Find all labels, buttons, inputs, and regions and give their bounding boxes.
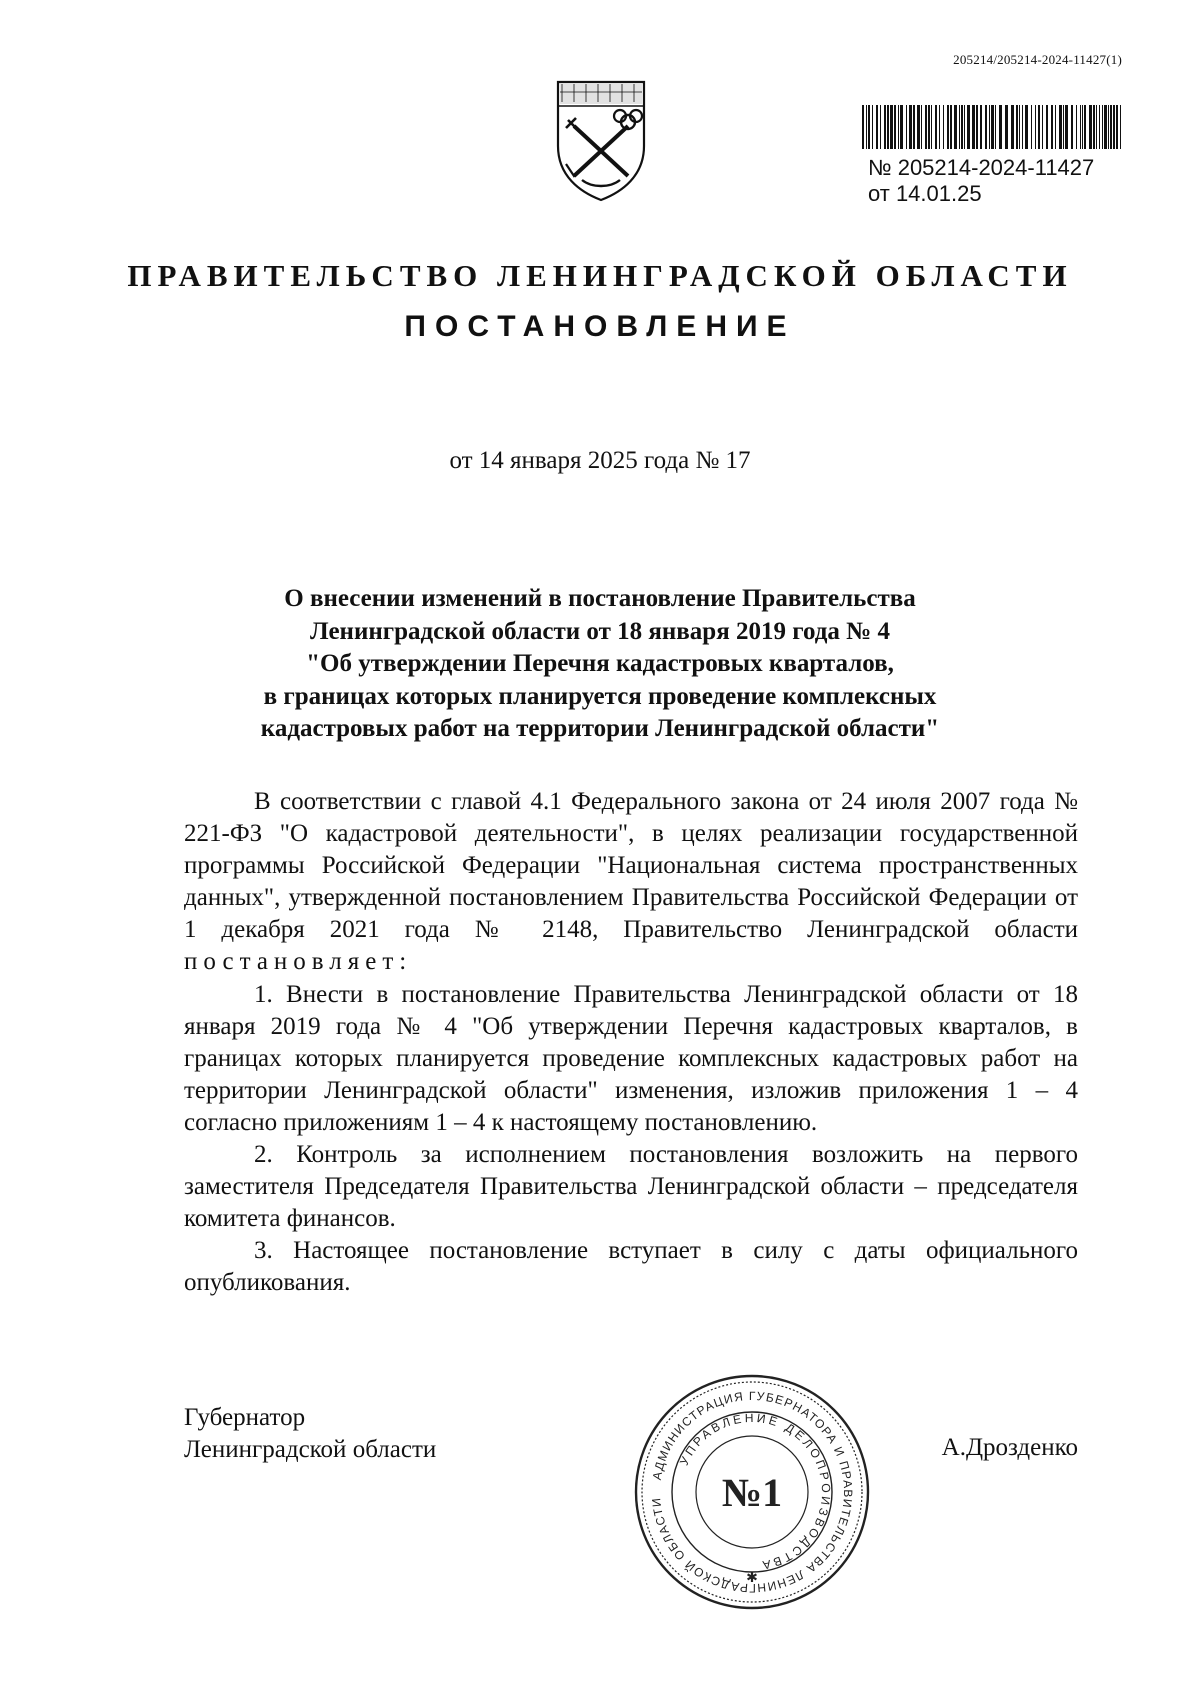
position-line: Ленинградской области — [184, 1436, 437, 1463]
barcode-bar — [909, 105, 912, 149]
barcode-bar — [900, 105, 903, 149]
svg-text:✱: ✱ — [746, 1569, 758, 1585]
barcode-bar — [1035, 105, 1036, 149]
barcode-bar — [913, 105, 915, 149]
clause-paragraph: 1. Внести в постановление Правительства Ленинградской области от 18 января 2019 года № 4 "Об утверждении Перечня кадастровых кварталов, в границах которых планируется проведение комплексных кадастровых работ на территории Ленинградской области" изменения, изложив приложения 1 – 4 согласно приложениям 1 – 4 к настоящему постановлению. — [184, 980, 1078, 1136]
preamble-paragraph — [184, 786, 1078, 979]
subject-line: "Об утверждении Перечня кадастровых кварталов, — [306, 650, 894, 677]
barcode-bar — [1051, 105, 1053, 149]
barcode-bar — [866, 105, 867, 149]
barcode-bar — [972, 105, 975, 149]
barcode-bar — [872, 105, 873, 149]
position-line: Губернатор — [184, 1404, 306, 1431]
document-body — [184, 786, 1078, 1300]
document-type: ПОСТАНОВЛЕНИЕ — [404, 310, 796, 343]
barcode-bar — [921, 105, 922, 149]
barcode-bar — [1099, 105, 1100, 149]
barcode-bar — [1065, 105, 1068, 149]
subject-line: Ленинградской области от 18 января 2019 года № 4 — [309, 617, 891, 645]
decree-word: постановляет: — [184, 948, 413, 976]
document-reference: 205214/205214-2024-11427(1) — [953, 52, 1122, 67]
subject-line: кадастровых работ на территории Ленинградской области" — [260, 715, 940, 742]
barcode-bar — [887, 105, 889, 149]
official-seal-icon — [632, 1372, 872, 1612]
barcode-bar — [1082, 105, 1083, 149]
subject-line: в границах которых планируется проведение комплексных — [263, 682, 937, 710]
seal-outer-text: АДМИНИСТРАЦИЯ ГУБЕРНАТОРА И ПРАВИТЕЛЬСТВА ЛЕНИНГРАДСКОЙ ОБЛАСТИ — [649, 1388, 856, 1596]
barcode-bar — [884, 105, 886, 149]
clause-paragraph: 3. Настоящее постановление вступает в силу с даты официального опубликования. — [184, 1237, 1078, 1297]
barcode-bar — [1116, 105, 1118, 149]
barcode-bar — [1016, 105, 1018, 149]
barcode-bar — [1084, 105, 1086, 149]
barcode-bar — [925, 105, 927, 149]
preamble-text: В соответствии с главой 4.1 Федерального закона от 24 июля 2007 года № 221-ФЗ "О кадастровой деятельности", в целях реализации государственной программы Российской Федерации "Национальная система пространственных данных", утвержденной постановлением Правительства Российской Федерации от 1 декабря 2021 года № 2148, — [184, 788, 1078, 944]
document-date-number: от 14 января 2025 года № 17 — [449, 447, 751, 474]
seal-number: №1 — [721, 1470, 783, 1515]
barcode-bar — [1042, 105, 1043, 149]
barcode-bar — [961, 105, 963, 149]
barcode-bar — [880, 105, 881, 149]
barcode-bar — [1110, 105, 1112, 149]
barcode-bar — [1011, 105, 1014, 149]
barcode-bar — [876, 105, 878, 149]
barcode-bar — [950, 105, 952, 149]
document-subject — [180, 583, 1020, 746]
barcode-bar — [964, 105, 965, 149]
barcode-bar — [1104, 105, 1107, 149]
issuer-name: Правительство Ленинградской области — [623, 916, 1078, 944]
barcode-bar — [1022, 105, 1023, 149]
seal-inner-text: УПРАВЛЕНИЕ ДЕЛОПРОИЗВОДСТВА — [676, 1410, 834, 1573]
barcode-bar — [967, 105, 970, 149]
barcode-bar — [868, 105, 870, 149]
barcode-bar — [989, 105, 990, 149]
registration-date: от 14.01.25 — [868, 181, 982, 206]
barcode-bar — [898, 105, 899, 149]
barcode-bar — [980, 105, 982, 149]
barcode-bar — [1025, 105, 1028, 149]
barcode-bar — [1093, 105, 1095, 149]
barcode-bar — [1055, 105, 1056, 149]
barcode-icon — [862, 105, 1123, 149]
barcode-bar — [1059, 105, 1062, 149]
barcode-bar — [947, 105, 949, 149]
barcode-bar — [1019, 105, 1020, 149]
barcode-bar — [917, 105, 920, 149]
barcode-bar — [1080, 105, 1081, 149]
barcode-bar — [959, 105, 960, 149]
barcode-bar — [1031, 105, 1032, 149]
barcode-bar — [1038, 105, 1040, 149]
barcode-bar — [931, 105, 932, 149]
barcode-bar — [928, 105, 930, 149]
barcode-bar — [862, 105, 864, 149]
government-title: ПРАВИТЕЛЬСТВО ЛЕНИНГРАДСКОЙ ОБЛАСТИ — [127, 258, 1073, 293]
barcode-bar — [1096, 105, 1097, 149]
barcode-bar — [985, 105, 987, 149]
barcode-bar — [1063, 105, 1064, 149]
barcode-bar — [1046, 105, 1048, 149]
barcode-bar — [943, 105, 944, 149]
clause-paragraph: 2. Контроль за исполнением постановления возложить на первого заместителя Председателя Правительства Ленинградской области – председателя комитета финансов. — [184, 1141, 1078, 1233]
barcode-bar — [939, 105, 940, 149]
barcode-bar — [935, 105, 937, 149]
barcode-bar — [1071, 105, 1073, 149]
barcode-bar — [1120, 105, 1121, 149]
subject-line: О внесении изменений в постановление Правительства — [284, 585, 916, 612]
registration-info — [868, 155, 1094, 207]
barcode-bar — [906, 105, 907, 149]
barcode-bar — [1102, 105, 1103, 149]
barcode-bar — [894, 105, 896, 149]
signatory-name: А.Дрозденко — [941, 1434, 1078, 1461]
barcode-bar — [976, 105, 978, 149]
barcode-bar — [890, 105, 893, 149]
barcode-bar — [1005, 105, 1008, 149]
signatory-position — [184, 1402, 436, 1466]
registration-number: № 205214-2024-11427 — [868, 155, 1095, 180]
barcode-bar — [991, 105, 994, 149]
barcode-bar — [1076, 105, 1077, 149]
barcode-bar — [1108, 105, 1109, 149]
leningrad-oblast-coat-of-arms-icon — [552, 76, 650, 204]
barcode-bar — [995, 105, 996, 149]
barcode-bar — [954, 105, 957, 149]
barcode-bar — [1089, 105, 1092, 149]
barcode-bar — [1113, 105, 1115, 149]
barcode-bar — [999, 105, 1002, 149]
